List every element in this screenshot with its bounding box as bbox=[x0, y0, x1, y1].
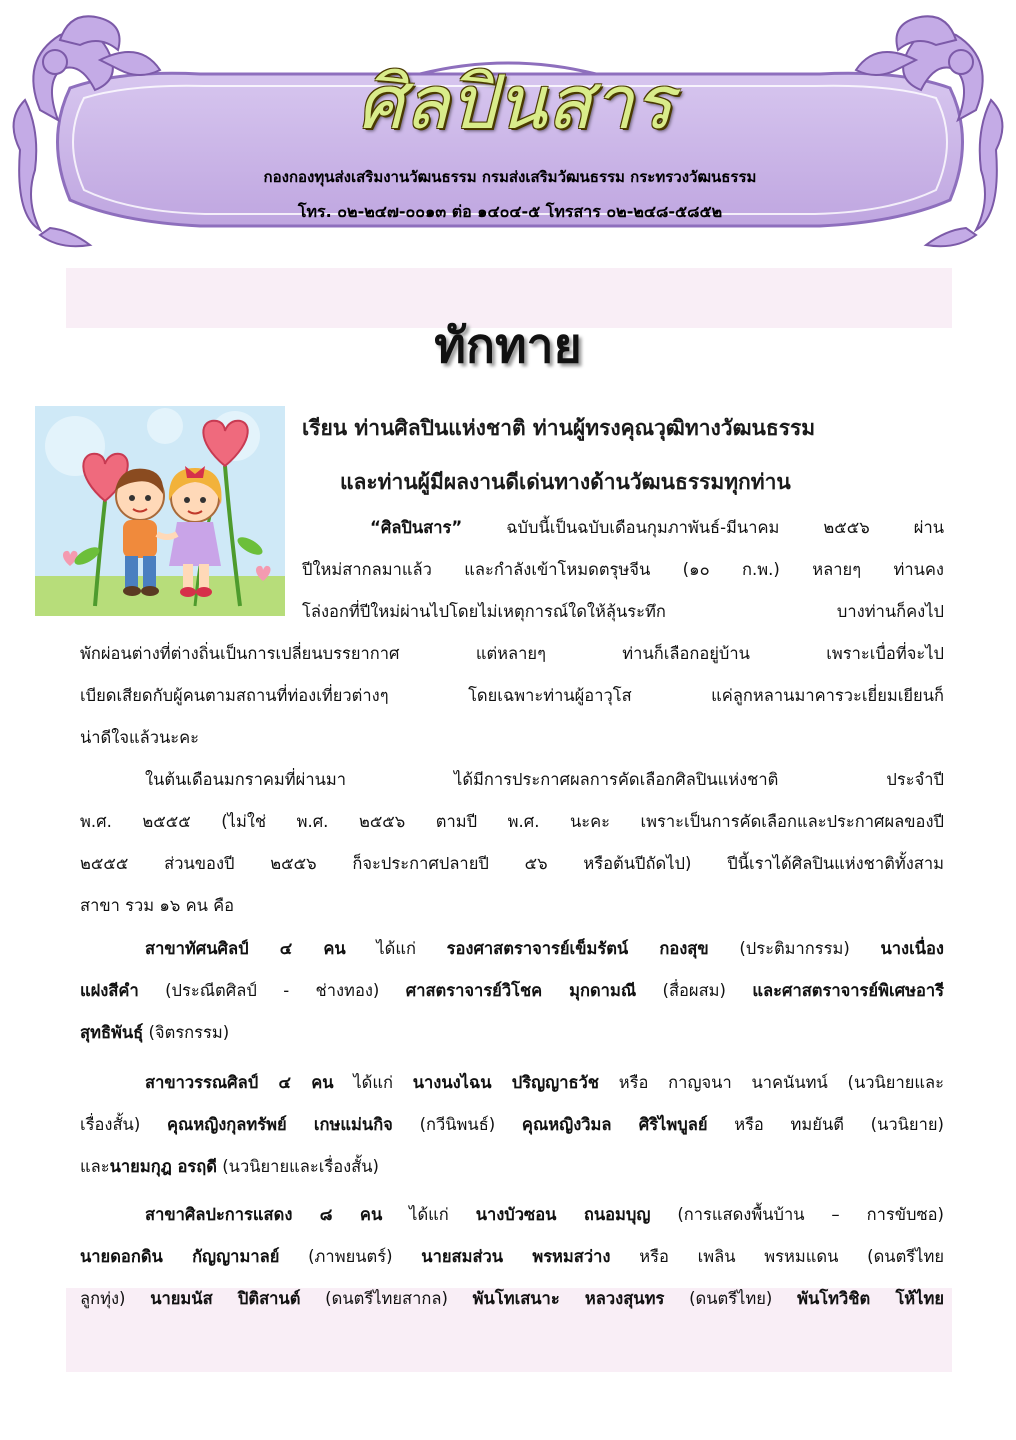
paragraph-1-line-2: ปีใหม่สากลมาแล้ว และกำลังเข้าโหมดตรุษจีน (๑๐ ก.พ.) หลายๆ ท่านคง bbox=[302, 560, 944, 579]
performing-arts-line-2: นายดอกดิน กัญญามาลย์ (ภาพยนตร์) นายสมส่วน พรหมสว่าง หรือ เพลิน พรหมแดน (ดนตรีไทย bbox=[80, 1247, 944, 1266]
paragraph-1-line-1: “ศิลปินสาร” ฉบับนี้เป็นฉบับเดือนกุมภาพันธ์-มีนาคม ๒๕๕๖ ผ่าน bbox=[370, 518, 944, 537]
visual-arts-line-1: สาขาทัศนศิลป์ ๔ คน ได้แก่ รองศาสตราจารย์เข็มรัตน์ กองสุข (ประติมากรรม) นางเนื่อง bbox=[145, 939, 944, 958]
literature-line-3: และนายมกุฎ อรฤดี (นวนิยายและเรื่องสั้น) bbox=[80, 1157, 379, 1176]
salutation-line-1: เรียน ท่านศิลปินแห่งชาติ ท่านผู้ทรงคุณวุฒิทางวัฒนธรรม bbox=[302, 416, 816, 440]
contact-line: โทร. ๐๒-๒๔๗-๐๐๑๓ ต่อ ๑๔๐๔-๕ โทรสาร ๐๒-๒๔๘-๕๘๕๒ bbox=[297, 202, 723, 221]
paragraph-1-line-4: พักผ่อนต่างที่ต่างถิ่นเป็นการเปลี่ยนบรรยากาศ แต่หลายๆ ท่านก็เลือกอยู่บ้าน เพราะเบื่อที่จะไป bbox=[80, 644, 944, 663]
performing-arts-line-1: สาขาศิลปะการแสดง ๘ คน ได้แก่ นางบัวซอน ถนอมบุญ (การแสดงพื้นบ้าน – การขับซอ) bbox=[145, 1205, 944, 1224]
paragraph-2-line-4: สาขา รวม ๑๖ คน คือ bbox=[80, 896, 235, 915]
paragraph-1-line-5: เบียดเสียดกับผู้คนตามสถานที่ท่องเที่ยวต่างๆ โดยเฉพาะท่านผู้อาวุโส แค่ลูกหลานมาคารวะเยี่ยมเยียนก็ bbox=[80, 686, 944, 705]
paragraph-2-line-2: พ.ศ. ๒๕๕๕ (ไม่ใช่ พ.ศ. ๒๕๕๖ ตามปี พ.ศ. นะคะ เพราะเป็นการคัดเลือกและประกาศผลของปี bbox=[80, 812, 944, 831]
visual-arts-line-2: แฝงสีคำ (ประณีตศิลป์ - ช่างทอง) ศาสตราจารย์วิโชค มุกดามณี (สื่อผสม) และศาสตราจารย์พิเศษอารี bbox=[80, 981, 944, 1000]
paragraph-1-line-3: โล่งอกที่ปีใหม่ผ่านไปโดยไม่เหตุการณ์ใดให้ลุ้นระทึก บางท่านก็คงไป bbox=[302, 602, 944, 621]
masthead-title: ศิลปินสาร bbox=[356, 60, 674, 146]
literature-line-2: เรื่องสั้น) คุณหญิงกุลทรัพย์ เกษแม่นกิจ (กวีนิพนธ์) คุณหญิงวิมล ศิริไพบูลย์ หรือ ทมยันตี (นวนิยาย) bbox=[80, 1115, 944, 1134]
paragraph-2-line-3: ๒๕๕๕ ส่วนของปี ๒๕๕๖ ก็จะประกาศปลายปี ๕๖ หรือต้นปีถัดไป) ปีนี้เราได้ศิลปินแห่งชาติทั้งสาม bbox=[80, 854, 944, 873]
salutation-line-2: และท่านผู้มีผลงานดีเด่นทางด้านวัฒนธรรมทุกท่าน bbox=[340, 470, 791, 494]
literature-line-1: สาขาวรรณศิลป์ ๔ คน ได้แก่ นางนงไฉน ปริญญาธวัช หรือ กาญจนา นาคนันทน์ (นวนิยายและ bbox=[145, 1073, 944, 1092]
children-heart-illustration bbox=[35, 406, 285, 616]
performing-arts-line-3: ลูกทุ่ง) นายมนัส ปิติสานต์ (ดนตรีไทยสากล) พันโทเสนาะ หลวงสุนทร (ดนตรีไทย) พันโทวิชิต โห้ไทย bbox=[80, 1289, 945, 1308]
paragraph-1-line-6: น่าดีใจแล้วนะคะ bbox=[80, 728, 200, 747]
paragraph-2-line-1: ในต้นเดือนมกราคมที่ผ่านมา ได้มีการประกาศผลการคัดเลือกศิลปินแห่งชาติ ประจำปี bbox=[145, 770, 944, 789]
masthead-banner bbox=[0, 0, 1016, 260]
newsletter-name: “ศิลปินสาร” bbox=[370, 518, 463, 537]
section-heading: ทักทาย bbox=[434, 318, 582, 374]
visual-arts-line-3: สุทธิพันธุ์ (จิตรกรรม) bbox=[80, 1023, 230, 1042]
organization-line: กองกองทุนส่งเสริมงานวัฒนธรรม กรมส่งเสริมวัฒนธรรม กระทรวงวัฒนธรรม bbox=[263, 168, 757, 186]
